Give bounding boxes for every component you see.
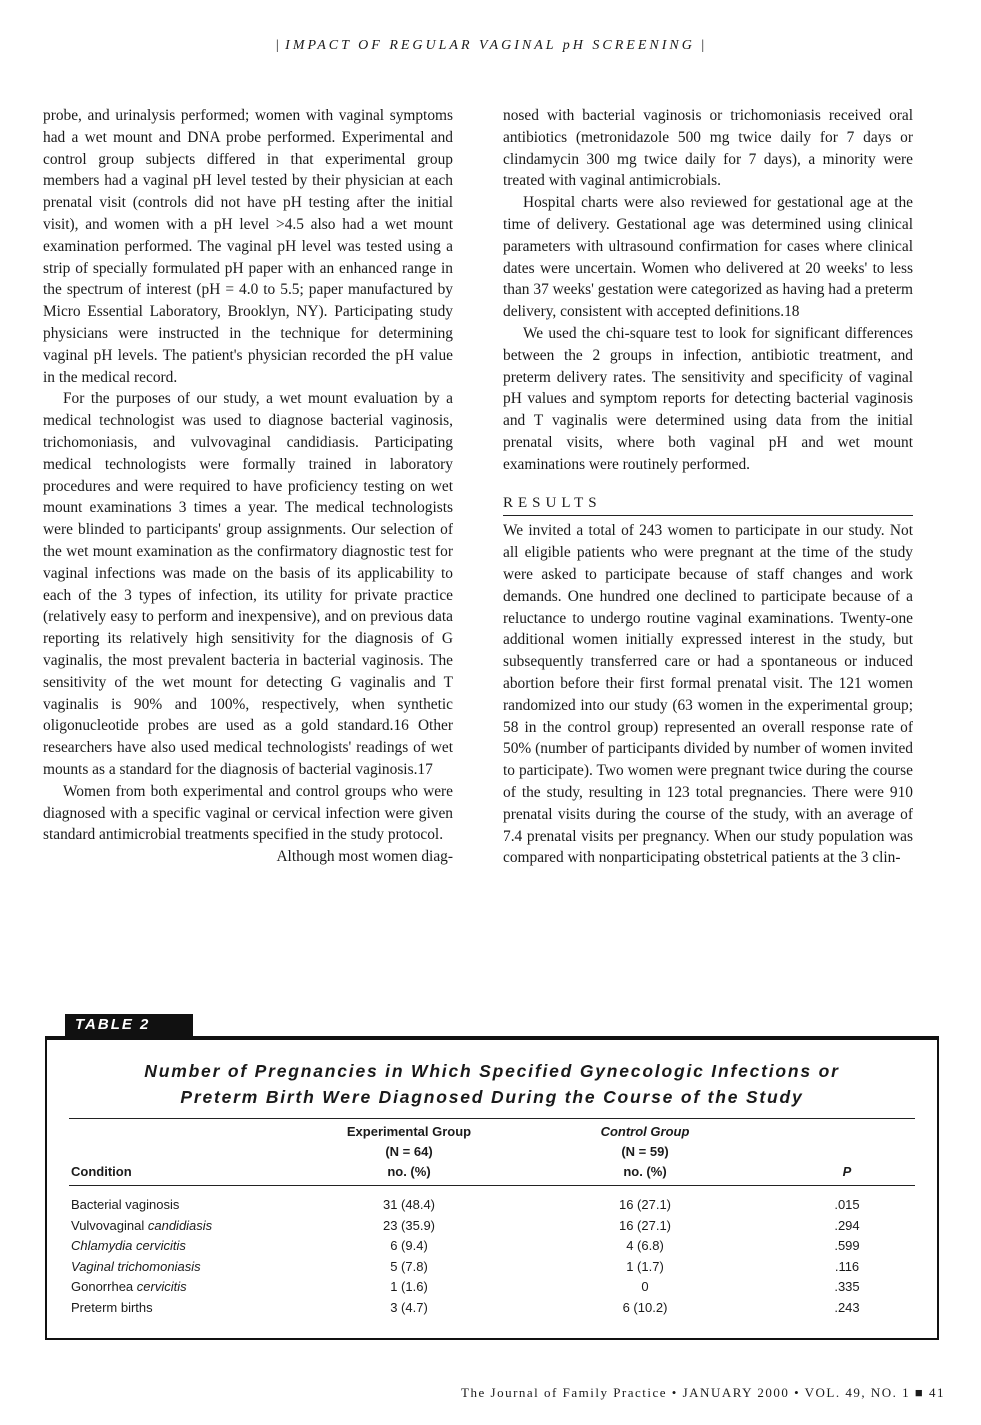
- header-experimental-group: Experimental Group: [346, 1124, 472, 1139]
- table-cell-control: 16 (27.1): [618, 1197, 672, 1212]
- table-cell-condition: Vulvovaginal candidiasis: [71, 1217, 213, 1233]
- table-cell-condition: Bacterial vaginosis: [71, 1197, 180, 1212]
- table-cell-control: 16 (27.1): [618, 1217, 672, 1233]
- right-paragraph-3: We used the chi-square test to look for significant differences between the 2 groups in infection, antibiotic treatment, and preterm delivery rates. The sensitivity and specificity of vaginal pH values and symptom reports for detecting bacterial vaginosis and T vaginalis were determined using data from the initial prenatal visits, where both vaginal pH and wet mount examinations were routinely performed.: [503, 324, 913, 473]
- table-cell-p: .335: [834, 1279, 860, 1294]
- table-label: TABLE 2: [65, 1014, 193, 1036]
- header-experimental-n: (N = 64): [385, 1144, 433, 1159]
- right-paragraph-2: Hospital charts were also reviewed for gestational age at the time of delivery. Gestational age was determined using clinical parameters with ultrasound confirmation for cases where clinical dates were uncertain. Women who delivered at 20 weeks' to less than 37 weeks' gestation were categorized as having had a preterm delivery, consistent with accepted definitions.18: [503, 194, 913, 321]
- header-experimental-unit: no. (%): [387, 1164, 431, 1179]
- page-footer: The Journal of Family Practice • JANUARY 2000 • VOL. 49, NO. 1 ■ 41: [461, 1385, 945, 1400]
- table-cell-experimental: 3 (4.7): [390, 1299, 428, 1315]
- header-control-unit: no. (%): [623, 1164, 667, 1179]
- table-header-rule: [69, 1185, 915, 1186]
- table-cell-p: .294: [834, 1217, 860, 1233]
- right-paragraph-4: We invited a total of 243 women to participate in our study. Not all eligible patients who were pregnant at the time of the study were asked to participate because of staff changes and work demands. One hundred one declined to participate because of a reluctance to undergo routine vaginal examinations. Twenty-one additional women initially expressed interest in the study, but subsequently transferred care or had a spontaneous or induced abortion before their first formal prenatal visit. The 121 women randomized into our study (63 women in the experimental group; 58 in the control group) represented an overall response rate of 50% (number of participants divided by number of women invited to participate). Two women were pregnant twice during the course of the study, resulting in 123 total pregnancies. There were 910 prenatal visits during the course of the study, with an average of 7.4 prenatal visits per pregnancy. When our study population was compared with nonparticipating obstetrical patients at the 3 clin-: [503, 522, 913, 867]
- header-control-group: Control Group: [600, 1124, 690, 1139]
- table-box: [45, 1036, 939, 1340]
- table-cell-experimental: 5 (7.8): [390, 1258, 428, 1274]
- table-cell-condition: Vaginal trichomoniasis: [71, 1258, 201, 1274]
- right-column: [503, 105, 913, 869]
- table-cell-condition: Gonorrhea cervicitis: [71, 1279, 187, 1294]
- table-cell-p: .243: [834, 1299, 860, 1315]
- table-cell-control: 6 (10.2): [622, 1299, 668, 1315]
- table-title: [47, 1058, 937, 1110]
- right-paragraph-1: nosed with bacterial vaginosis or trichomoniasis received oral antibiotics (metronidazole 500 mg twice daily for 7 days or clindamycin 300 mg twice daily for 7 days), a minority were treated with vaginal antimicrobials.: [503, 107, 913, 190]
- left-paragraph-1: probe, and urinalysis performed; women with vaginal symptoms had a wet mount and DNA probe performed. Experimental and control group subjects differed in that experimental group members had a vaginal pH level tested by their physician at each prenatal visit (controls did not have pH testing after the initial visit), and women with a pH level >4.5 also had a wet mount examination performed. The vaginal pH level was tested using a strip of specially formulated pH paper with an enhanced range in the spectrum of interest (pH = 4.0 to 5.5; paper manufactured by Micro Essential Laboratory, Brooklyn, NY). Participating study physicians were instructed in the technique for determining vaginal pH levels. The patient's physician recorded the pH value in the medical record.: [43, 107, 453, 386]
- header-control-n: (N = 59): [621, 1144, 669, 1159]
- running-head-bar-right: |: [701, 38, 705, 53]
- table-2: [45, 1014, 939, 1337]
- table-cell-experimental: 1 (1.6): [390, 1279, 428, 1294]
- table-cell-control: 1 (1.7): [626, 1258, 664, 1274]
- left-paragraph-3-end: Although most women diag-: [276, 848, 453, 866]
- running-head-text: IMPACT OF REGULAR VAGINAL pH SCREENING: [285, 38, 695, 53]
- running-head: [230, 38, 750, 54]
- table-title-line-1: Number of Pregnancies in Which Specified Gynecologic Infections or: [144, 1061, 840, 1081]
- table-cell-experimental: 31 (48.4): [382, 1197, 436, 1212]
- table-cell-control: 0: [641, 1279, 649, 1294]
- left-paragraph-3: Women from both experimental and control groups who were diagnosed with a specific vaginal or cervical infection were given standard antimicrobial treatments specified in the study protocol.: [43, 782, 453, 844]
- table-cell-p: .015: [834, 1197, 860, 1212]
- left-paragraph-2: For the purposes of our study, a wet mount evaluation by a medical technologist was used to diagnose bacterial vaginosis, trichomoniasis, and vulvovaginal candidiasis. Participating medical technologists were formally trained in laboratory procedures and were required to have proficiency testing on wet mount examinations 3 times a year. The medical technologists were blinded to participants' group assignments. Our selection of the wet mount examination as the confirmatory diagnostic test for vaginal infections was made on the basis of its applicability to each of the 3 types of infection, its utility for private practice (relatively easy to perform and inexpensive), and on previous data reporting its relatively high sensitivity for the diagnosis of G vaginalis, the most prevalent bacteria in bacterial vaginosis. The sensitivity of the wet mount for detecting G vaginalis and T vaginalis is 90% and 100%, respectively, when synthetic oligonucleotide probes are used as a gold standard.16 Other researchers have also used medical technologists' readings of wet mounts as a standard for the diagnosis of bacterial vaginosis.17: [43, 390, 453, 778]
- header-p: P: [842, 1164, 852, 1179]
- table-cell-p: .599: [834, 1238, 860, 1253]
- table-cell-control: 4 (6.8): [626, 1238, 664, 1253]
- table-cell-experimental: 6 (9.4): [390, 1238, 428, 1253]
- table-cell-condition: Preterm births: [71, 1299, 153, 1315]
- running-head-bar-left: |: [275, 38, 279, 53]
- table-top-rule: [69, 1118, 915, 1119]
- left-column: [43, 105, 453, 868]
- header-condition: Condition: [71, 1164, 132, 1179]
- table-cell-condition: Chlamydia cervicitis: [71, 1238, 186, 1253]
- table-cell-experimental: 23 (35.9): [382, 1217, 436, 1233]
- results-heading: [503, 493, 913, 517]
- results-heading-text: RESULTS: [503, 494, 602, 511]
- table-cell-p: .116: [834, 1258, 860, 1274]
- table-title-line-2: Preterm Birth Were Diagnosed During the Course of the Study: [180, 1087, 804, 1107]
